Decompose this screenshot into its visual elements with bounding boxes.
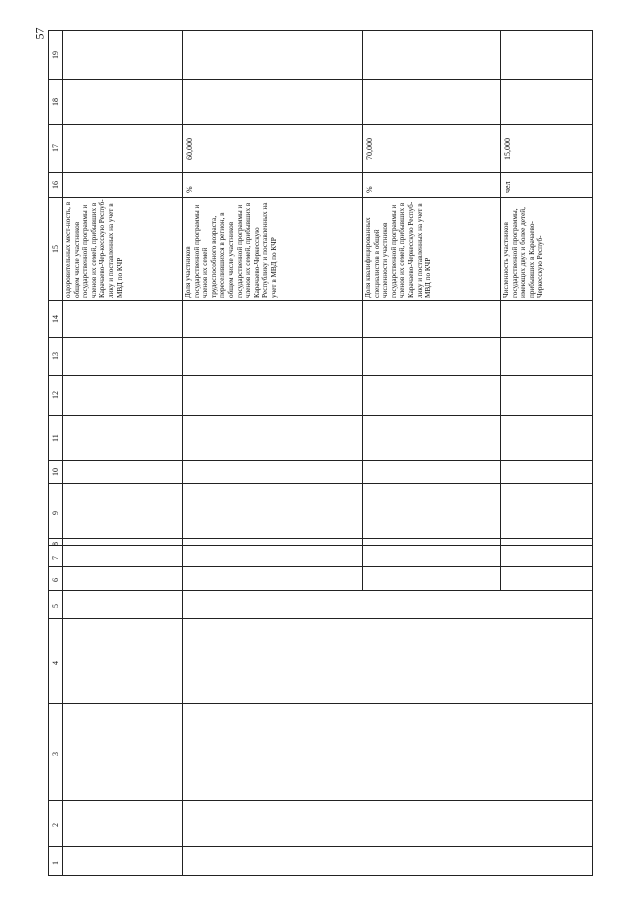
- unit: чел: [503, 181, 512, 193]
- column-number: 12: [51, 391, 60, 399]
- column-divider-13: [48, 337, 592, 338]
- column-divider-16: [48, 172, 592, 173]
- table-border-top: [48, 30, 592, 31]
- table-border-bottom: [48, 875, 592, 876]
- column-divider-4: [48, 618, 592, 619]
- column-divider-17: [48, 124, 592, 125]
- column-divider-12: [48, 375, 592, 376]
- column-divider-11: [48, 415, 592, 416]
- column-number: 15: [51, 244, 60, 253]
- column-number: 2: [51, 823, 60, 827]
- row-divider: [362, 30, 363, 590]
- table-border-right: [592, 30, 593, 876]
- column-divider-1: [48, 846, 592, 847]
- column-divider-3: [48, 703, 592, 704]
- column-divider-5: [48, 590, 592, 591]
- indicator-text: Численность участников государственной программы, имеющих двух и более детей, прибывших в Карачаево-Черкесскую Респуб-: [502, 207, 545, 298]
- value: 15,000: [503, 138, 512, 160]
- column-number: 9: [51, 510, 60, 515]
- table-border-left: [48, 30, 49, 875]
- column-number: 7: [51, 555, 60, 560]
- column-divider-7: [48, 545, 592, 546]
- column-divider-9: [48, 483, 592, 484]
- column-divider-8: [48, 538, 592, 539]
- column-number: 19: [51, 50, 60, 59]
- column-divider-6: [48, 566, 592, 567]
- column-number: 3: [51, 751, 60, 756]
- column-number: 1: [51, 860, 60, 865]
- column-divider-18: [48, 79, 592, 80]
- column-number: 14: [51, 314, 60, 323]
- column-number: 10: [51, 467, 60, 476]
- column-divider-14: [48, 300, 592, 301]
- column-number: 18: [51, 97, 60, 106]
- header-divider: [62, 30, 63, 875]
- column-number: 13: [51, 352, 60, 360]
- unit: %: [185, 186, 194, 193]
- value: 70,000: [365, 138, 374, 160]
- unit: %: [365, 186, 374, 193]
- column-number: 4: [51, 660, 60, 665]
- page-number: 57: [32, 27, 47, 40]
- indicator-text: Доля квалифицированных специалистов в общей численности участников государственной программы и членов их семей, прибывших в Карачаево-Черкесскую Респуб-лику и поставленных на учет в МВД по КЧР: [364, 201, 433, 298]
- value: 60,000: [185, 138, 194, 160]
- indicator-text: оздоровительных мест-ность, в общем числе участников государственной программы и членов их семей, прибывших в Карачаево-Чер-кесскую Респуб-лику и поставленных на учет в МВД по КЧР: [64, 199, 124, 298]
- column-number: 11: [51, 433, 60, 442]
- row-divider: [182, 30, 183, 875]
- indicator-text: Доля участников государственной программы и членов их семей трудоспособного возраста, переселившихся в регион, в общем числе участников государственной программы и членов их семей, прибывших в Карачаево-Черкесскую Республику и поставленных на учет в МВД по КЧР: [184, 202, 278, 298]
- column-number: 17: [51, 144, 60, 152]
- column-number: 6: [51, 578, 60, 582]
- row-divider: [500, 30, 501, 590]
- column-number: 16: [51, 180, 60, 189]
- column-number: 8: [51, 541, 60, 546]
- column-divider-2: [48, 800, 592, 801]
- column-divider-15: [48, 197, 592, 198]
- column-divider-10: [48, 460, 592, 461]
- column-number: 5: [51, 604, 60, 608]
